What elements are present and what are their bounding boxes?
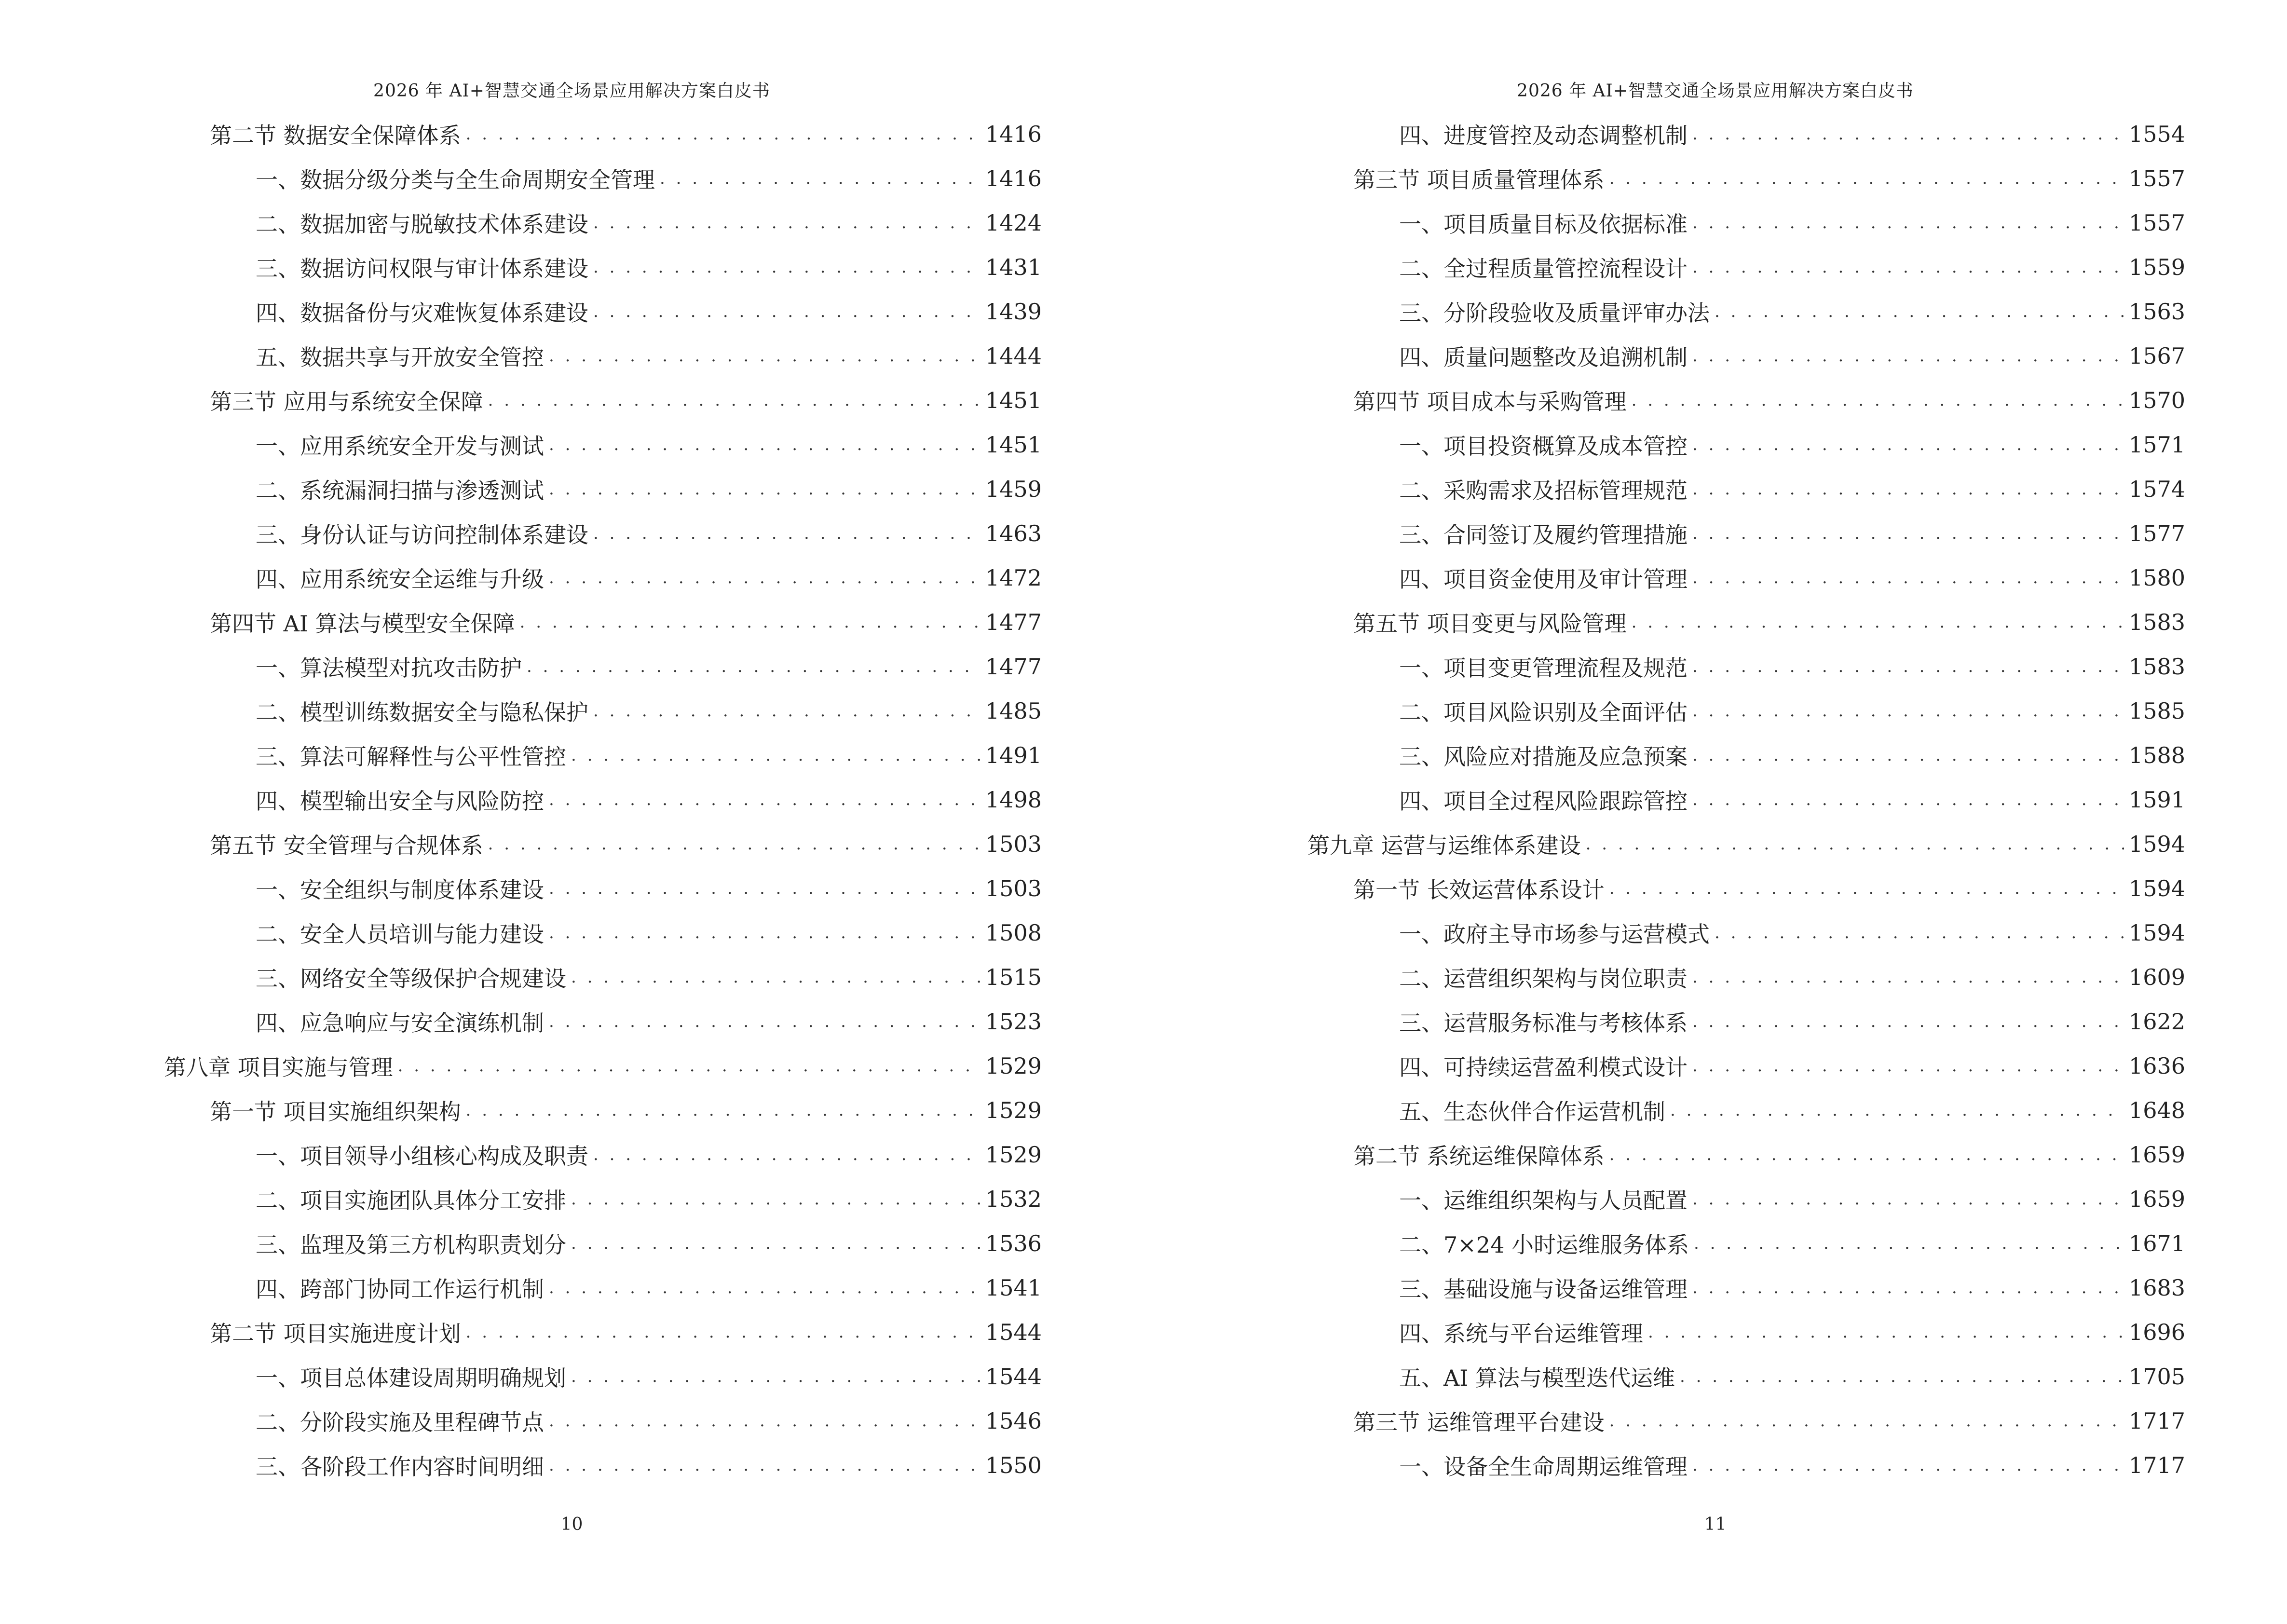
dot-leader xyxy=(1609,879,2124,898)
toc-entry[interactable] xyxy=(1399,289,2185,334)
dot-leader xyxy=(1692,657,2124,676)
toc-entry[interactable] xyxy=(1399,511,2185,556)
toc-entry[interactable] xyxy=(1399,1266,2185,1310)
toc-entry-page: 1671 xyxy=(2128,1230,2185,1256)
toc-entry-title: 四、系统与平台运维管理 xyxy=(1399,1321,1643,1347)
toc-entry[interactable] xyxy=(1399,733,2185,778)
toc-entry-page: 1554 xyxy=(2128,121,2185,147)
toc-entry-page: 1498 xyxy=(985,787,1042,813)
toc-entry[interactable] xyxy=(256,778,1042,822)
toc-entry-title: 二、数据加密与脱敏技术体系建设 xyxy=(256,211,588,237)
toc-entry-title: 二、系统漏洞扫描与渗透测试 xyxy=(256,478,544,504)
toc-entry[interactable] xyxy=(256,156,1042,201)
toc-entry-page: 1544 xyxy=(985,1319,1042,1345)
toc-entry-page: 1508 xyxy=(985,920,1042,946)
toc-entry-page: 1594 xyxy=(2128,875,2185,901)
toc-entry-title: 第八章 项目实施与管理 xyxy=(164,1054,393,1080)
toc-entry-page: 1659 xyxy=(2128,1142,2185,1168)
toc-entry-title: 二、全过程质量管控流程设计 xyxy=(1399,256,1688,282)
dot-leader xyxy=(1692,258,2124,277)
toc-entry-title: 五、AI 算法与模型迭代运维 xyxy=(1399,1365,1675,1391)
dot-leader xyxy=(1692,524,2124,543)
dot-leader xyxy=(549,568,980,587)
toc-entry[interactable] xyxy=(256,423,1042,467)
toc-entry-page: 1648 xyxy=(2128,1097,2185,1123)
toc-entry[interactable] xyxy=(1399,556,2185,600)
toc-entry[interactable] xyxy=(256,467,1042,511)
toc-entry-title: 第九章 运营与运维体系建设 xyxy=(1307,832,1581,859)
toc-entry[interactable] xyxy=(256,999,1042,1044)
toc-entry-page: 1577 xyxy=(2128,520,2185,546)
dot-leader xyxy=(466,124,980,144)
dot-leader xyxy=(593,701,980,721)
toc-entry[interactable] xyxy=(1353,1133,2185,1177)
toc-entry[interactable] xyxy=(256,556,1042,600)
toc-entry[interactable] xyxy=(256,955,1042,999)
toc-entry-title: 四、应用系统安全运维与升级 xyxy=(256,566,544,592)
dot-leader xyxy=(571,968,980,987)
toc-entry-page: 1563 xyxy=(2128,299,2185,325)
toc-entry[interactable] xyxy=(210,1088,1042,1133)
page-number: 10 xyxy=(560,1515,583,1534)
toc-entry[interactable] xyxy=(256,733,1042,778)
toc-entry[interactable] xyxy=(1399,1221,2185,1266)
toc-entry[interactable] xyxy=(1353,378,2185,423)
toc-entry-page: 1705 xyxy=(2128,1364,2185,1390)
toc-entry-title: 一、应用系统安全开发与测试 xyxy=(256,433,544,459)
toc-entry-title: 一、政府主导市场参与运营模式 xyxy=(1399,921,1710,947)
toc-entry-title: 第四节 AI 算法与模型安全保障 xyxy=(210,611,515,637)
toc-entry[interactable] xyxy=(256,1354,1042,1399)
toc-entry[interactable] xyxy=(256,289,1042,334)
toc-entry-title: 一、数据分级分类与全生命周期安全管理 xyxy=(256,167,655,193)
toc-entry[interactable] xyxy=(1399,1354,2185,1399)
toc-entry-page: 1439 xyxy=(985,299,1042,325)
toc-entry-title: 三、各阶段工作内容时间明细 xyxy=(256,1454,544,1480)
dot-leader xyxy=(1692,1056,2124,1076)
dot-leader xyxy=(1680,1367,2124,1386)
dot-leader xyxy=(488,391,980,410)
toc-entry[interactable] xyxy=(1399,334,2185,378)
toc-entry-title: 三、风险应对措施及应急预案 xyxy=(1399,744,1688,770)
toc-entry-page: 1550 xyxy=(985,1452,1042,1478)
page-number: 11 xyxy=(1704,1515,1727,1534)
toc-entry-title: 四、进度管控及动态调整机制 xyxy=(1399,123,1688,149)
toc-entry-page: 1622 xyxy=(2128,1009,2185,1035)
toc-entry-title: 五、数据共享与开放安全管控 xyxy=(256,344,544,370)
toc-entry-page: 1594 xyxy=(2128,920,2185,946)
toc-entry[interactable] xyxy=(1399,1088,2185,1133)
toc-entry-page: 1529 xyxy=(985,1053,1042,1079)
dot-leader xyxy=(549,1012,980,1031)
toc-entry[interactable] xyxy=(256,1399,1042,1443)
toc-entry-page: 1503 xyxy=(985,875,1042,901)
toc-entry-page: 1559 xyxy=(2128,254,2185,280)
dot-leader xyxy=(593,213,980,232)
toc-entry-page: 1580 xyxy=(2128,565,2185,591)
toc-entry[interactable] xyxy=(1399,689,2185,733)
toc-entry-title: 二、7×24 小时运维服务体系 xyxy=(1399,1232,1689,1258)
toc-entry-page: 1459 xyxy=(985,476,1042,502)
toc-entry-title: 四、项目资金使用及审计管理 xyxy=(1399,566,1688,592)
dot-leader xyxy=(1692,346,2124,366)
dot-leader xyxy=(1692,568,2124,587)
dot-leader xyxy=(571,746,980,765)
toc-entry[interactable] xyxy=(256,1133,1042,1177)
toc-entry-page: 1583 xyxy=(2128,609,2185,635)
toc-entry-title: 二、安全人员培训与能力建设 xyxy=(256,921,544,947)
toc-entry-title: 一、项目投资概算及成本管控 xyxy=(1399,433,1688,459)
toc-entry[interactable] xyxy=(1399,778,2185,822)
toc-entry-title: 一、设备全生命周期运维管理 xyxy=(1399,1454,1688,1480)
running-header: 2026 年 AI+智慧交通全场景应用解决方案白皮书 xyxy=(1517,81,1914,101)
toc-entry[interactable] xyxy=(256,245,1042,289)
toc-entry[interactable] xyxy=(256,689,1042,733)
toc-entry[interactable] xyxy=(256,1177,1042,1221)
toc-entry-title: 四、模型输出安全与风险防控 xyxy=(256,788,544,814)
dot-leader xyxy=(1715,302,2124,321)
toc-entry[interactable] xyxy=(1399,467,2185,511)
toc-entry[interactable] xyxy=(210,378,1042,423)
toc-entry-page: 1532 xyxy=(985,1186,1042,1212)
toc-entry-page: 1567 xyxy=(2128,343,2185,369)
toc-entry-page: 1585 xyxy=(2128,698,2185,724)
toc-entry-page: 1463 xyxy=(985,520,1042,546)
toc-entry-title: 一、算法模型对抗攻击防护 xyxy=(256,655,522,681)
dot-leader xyxy=(549,1278,980,1297)
dot-leader xyxy=(549,346,980,366)
toc-entry-page: 1529 xyxy=(985,1097,1042,1123)
toc-entry-title: 第三节 项目质量管理体系 xyxy=(1353,167,1605,193)
toc-entry[interactable] xyxy=(256,1443,1042,1488)
toc-entry[interactable] xyxy=(1399,1443,2185,1488)
toc-entry-title: 第三节 运维管理平台建设 xyxy=(1353,1409,1605,1435)
toc-entry-page: 1503 xyxy=(985,831,1042,857)
dot-leader xyxy=(660,169,980,188)
toc-entry-title: 第五节 安全管理与合规体系 xyxy=(210,832,483,859)
toc-entry[interactable] xyxy=(256,644,1042,689)
toc-entry-title: 一、运维组织架构与人员配置 xyxy=(1399,1187,1688,1214)
dot-leader xyxy=(1692,1278,2124,1297)
toc-entry[interactable] xyxy=(1399,911,2185,955)
toc-entry[interactable] xyxy=(1399,644,2185,689)
toc-entry-page: 1536 xyxy=(985,1230,1042,1256)
toc-entry-page: 1491 xyxy=(985,742,1042,768)
toc-entry-title: 第一节 项目实施组织架构 xyxy=(210,1099,461,1125)
toc-entry[interactable] xyxy=(1353,866,2185,911)
dot-leader xyxy=(1692,746,2124,765)
dot-leader xyxy=(1670,1101,2124,1120)
toc-entry-title: 一、项目质量目标及依据标准 xyxy=(1399,211,1688,237)
toc-entry-title: 二、采购需求及招标管理规范 xyxy=(1399,478,1688,504)
dot-leader xyxy=(1692,479,2124,499)
toc-entry-page: 1659 xyxy=(2128,1186,2185,1212)
dot-leader xyxy=(571,1234,980,1253)
toc-entry[interactable] xyxy=(1399,1310,2185,1354)
toc-entry-title: 第一节 长效运营体系设计 xyxy=(1353,877,1605,903)
toc-entry-page: 1544 xyxy=(985,1364,1042,1390)
dot-leader xyxy=(1694,1234,2124,1253)
toc-entry-page: 1523 xyxy=(985,1009,1042,1035)
toc-entry-page: 1477 xyxy=(985,654,1042,680)
toc-entry[interactable] xyxy=(210,112,1042,156)
toc-entry-title: 四、质量问题整改及追溯机制 xyxy=(1399,344,1688,370)
dot-leader xyxy=(549,1411,980,1431)
dot-leader xyxy=(1692,124,2124,144)
toc-entry-page: 1696 xyxy=(2128,1319,2185,1345)
dot-leader xyxy=(1692,790,2124,809)
dot-leader xyxy=(1632,391,2124,410)
toc-entry-page: 1636 xyxy=(2128,1053,2185,1079)
toc-entry[interactable] xyxy=(164,1044,1042,1088)
toc-entry-page: 1431 xyxy=(985,254,1042,280)
toc-entry-page: 1717 xyxy=(2128,1452,2185,1478)
toc-entry[interactable] xyxy=(210,1310,1042,1354)
toc-entry[interactable] xyxy=(1307,822,2185,866)
toc-entry-page: 1557 xyxy=(2128,165,2185,191)
dot-leader xyxy=(549,923,980,942)
toc-entry-title: 第五节 项目变更与风险管理 xyxy=(1353,611,1627,637)
toc-entry-title: 二、运营组织架构与岗位职责 xyxy=(1399,966,1688,992)
toc-entry-title: 四、项目全过程风险跟踪管控 xyxy=(1399,788,1688,814)
toc-entry[interactable] xyxy=(1399,112,2185,156)
toc-entry-page: 1683 xyxy=(2128,1275,2185,1301)
toc-entry-page: 1557 xyxy=(2128,210,2185,236)
toc-entry-title: 三、合同签订及履约管理措施 xyxy=(1399,522,1688,548)
toc-entry[interactable] xyxy=(1353,156,2185,201)
dot-leader xyxy=(593,302,980,321)
toc-entry[interactable] xyxy=(256,866,1042,911)
toc-entry[interactable] xyxy=(1399,999,2185,1044)
toc-entry-title: 四、跨部门协同工作运行机制 xyxy=(256,1276,544,1302)
toc-entry-title: 三、网络安全等级保护合规建设 xyxy=(256,966,566,992)
toc-entry-page: 1588 xyxy=(2128,742,2185,768)
toc-entry-page: 1416 xyxy=(985,121,1042,147)
dot-leader xyxy=(1632,613,2124,632)
dot-leader xyxy=(549,879,980,898)
toc-entry[interactable] xyxy=(210,822,1042,866)
toc-entry-title: 三、数据访问权限与审计体系建设 xyxy=(256,256,588,282)
toc-entry-title: 第三节 应用与系统安全保障 xyxy=(210,389,483,415)
toc-entry-page: 1416 xyxy=(985,165,1042,191)
toc-entry-title: 第二节 项目实施进度计划 xyxy=(210,1321,461,1347)
toc-entry-page: 1717 xyxy=(2128,1408,2185,1434)
dot-leader xyxy=(1692,701,2124,721)
toc-entry-title: 第四节 项目成本与采购管理 xyxy=(1353,389,1627,415)
toc-entry-title: 四、数据备份与灾难恢复体系建设 xyxy=(256,300,588,326)
toc-entry-title: 三、分阶段验收及质量评审办法 xyxy=(1399,300,1710,326)
dot-leader xyxy=(1692,968,2124,987)
dot-leader xyxy=(593,1145,980,1164)
dot-leader xyxy=(549,1456,980,1475)
toc-entry[interactable] xyxy=(1399,423,2185,467)
toc-entry[interactable] xyxy=(1399,245,2185,289)
dot-leader xyxy=(571,1189,980,1209)
dot-leader xyxy=(520,613,980,632)
toc-entry[interactable] xyxy=(1353,600,2185,644)
toc-entry[interactable] xyxy=(210,600,1042,644)
toc-entry[interactable] xyxy=(256,511,1042,556)
toc-entry-title: 三、监理及第三方机构职责划分 xyxy=(256,1232,566,1258)
toc-entry-page: 1609 xyxy=(2128,964,2185,990)
toc-entry[interactable] xyxy=(256,1266,1042,1310)
toc-entry-page: 1444 xyxy=(985,343,1042,369)
dot-leader xyxy=(1586,834,2124,854)
toc-entry-title: 三、身份认证与访问控制体系建设 xyxy=(256,522,588,548)
toc-entry-page: 1477 xyxy=(985,609,1042,635)
toc-entry[interactable] xyxy=(256,911,1042,955)
toc-entry-title: 五、生态伙伴合作运营机制 xyxy=(1399,1099,1665,1125)
toc-entry-page: 1574 xyxy=(2128,476,2185,502)
dot-leader xyxy=(398,1056,980,1076)
toc-entry-title: 三、基础设施与设备运维管理 xyxy=(1399,1276,1688,1302)
toc-entry-page: 1541 xyxy=(985,1275,1042,1301)
toc-entry[interactable] xyxy=(256,334,1042,378)
toc-entry-title: 二、分阶段实施及里程碑节点 xyxy=(256,1409,544,1435)
dot-leader xyxy=(549,479,980,499)
toc-entry-title: 一、项目领导小组核心构成及职责 xyxy=(256,1143,588,1169)
dot-leader xyxy=(549,435,980,454)
dot-leader xyxy=(549,790,980,809)
toc-entry-page: 1571 xyxy=(2128,432,2185,458)
toc-entry-title: 二、项目实施团队具体分工安排 xyxy=(256,1187,566,1214)
dot-leader xyxy=(1692,435,2124,454)
dot-leader xyxy=(1609,169,2124,188)
toc-entry-page: 1451 xyxy=(985,387,1042,413)
toc-entry-title: 二、模型训练数据安全与隐私保护 xyxy=(256,699,588,725)
toc-entry[interactable] xyxy=(256,1221,1042,1266)
toc-entry-page: 1515 xyxy=(985,964,1042,990)
toc-entry-title: 四、可持续运营盈利模式设计 xyxy=(1399,1054,1688,1080)
toc-entry-title: 第二节 系统运维保障体系 xyxy=(1353,1143,1605,1169)
toc-entry-title: 一、项目变更管理流程及规范 xyxy=(1399,655,1688,681)
dot-leader xyxy=(466,1323,980,1342)
toc-entry-page: 1485 xyxy=(985,698,1042,724)
toc-entry-title: 一、安全组织与制度体系建设 xyxy=(256,877,544,903)
dot-leader xyxy=(1648,1323,2124,1342)
toc-entry-page: 1583 xyxy=(2128,654,2185,680)
dot-leader xyxy=(1692,1189,2124,1209)
toc-entry-page: 1472 xyxy=(985,565,1042,591)
toc-entry-title: 三、算法可解释性与公平性管控 xyxy=(256,744,566,770)
dot-leader xyxy=(527,657,980,676)
toc-entry[interactable] xyxy=(256,201,1042,245)
toc-entry-page: 1424 xyxy=(985,210,1042,236)
running-header: 2026 年 AI+智慧交通全场景应用解决方案白皮书 xyxy=(373,81,770,101)
toc-entry-title: 三、运营服务标准与考核体系 xyxy=(1399,1010,1688,1036)
toc-entry-title: 四、应急响应与安全演练机制 xyxy=(256,1010,544,1036)
toc-entry[interactable] xyxy=(1399,955,2185,999)
toc-entry[interactable] xyxy=(1353,1399,2185,1443)
dot-leader xyxy=(571,1367,980,1386)
toc-entry-page: 1546 xyxy=(985,1408,1042,1434)
toc-entry[interactable] xyxy=(1399,1044,2185,1088)
dot-leader xyxy=(1609,1411,2124,1431)
toc-entry-title: 第二节 数据安全保障体系 xyxy=(210,123,461,149)
dot-leader xyxy=(593,258,980,277)
toc-entry-title: 二、项目风险识别及全面评估 xyxy=(1399,699,1688,725)
dot-leader xyxy=(1692,213,2124,232)
dot-leader xyxy=(593,524,980,543)
toc-entry[interactable] xyxy=(1399,1177,2185,1221)
dot-leader xyxy=(1609,1145,2124,1164)
dot-leader xyxy=(1692,1012,2124,1031)
page-right xyxy=(1144,0,2287,1624)
toc-entry-page: 1529 xyxy=(985,1142,1042,1168)
toc-entry-page: 1594 xyxy=(2128,831,2185,857)
toc-entry-page: 1451 xyxy=(985,432,1042,458)
dot-leader xyxy=(1715,923,2124,942)
toc-entry-title: 一、项目总体建设周期明确规划 xyxy=(256,1365,566,1391)
toc-entry-page: 1591 xyxy=(2128,787,2185,813)
dot-leader xyxy=(1692,1456,2124,1475)
toc-entry[interactable] xyxy=(1399,201,2185,245)
dot-leader xyxy=(488,834,980,854)
toc-entry-page: 1570 xyxy=(2128,387,2185,413)
dot-leader xyxy=(466,1101,980,1120)
